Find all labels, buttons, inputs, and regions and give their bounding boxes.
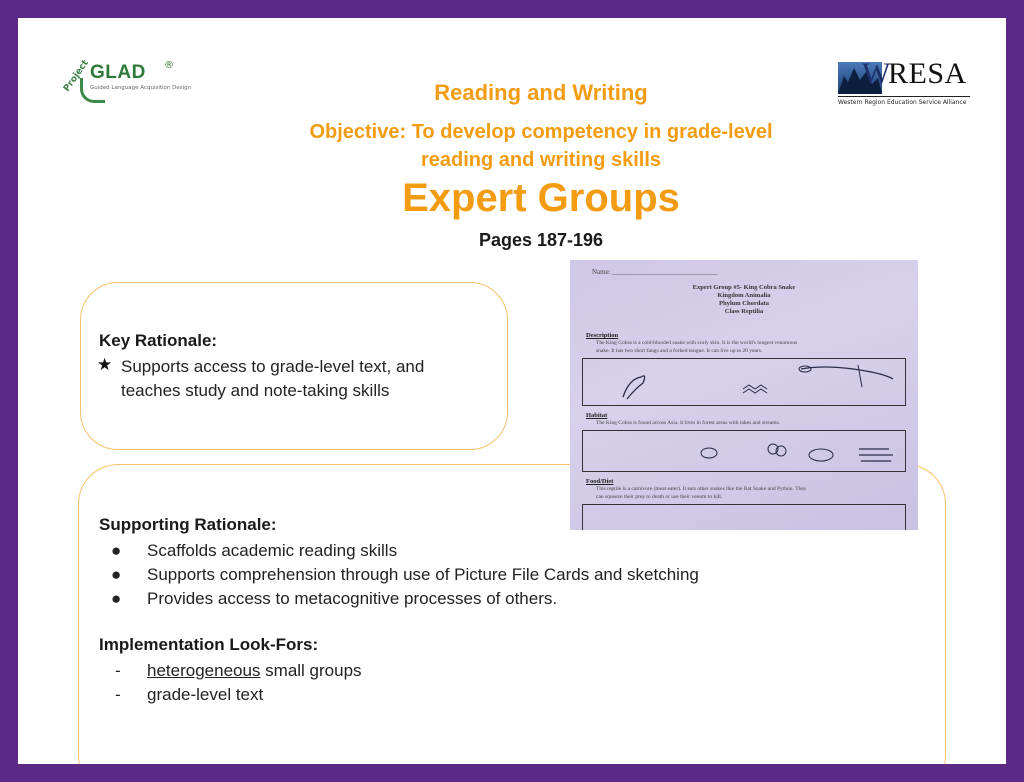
star-icon: ★ bbox=[97, 355, 113, 375]
bullet-icon: ● bbox=[111, 565, 122, 584]
worksheet-title-line: Class Reptilia bbox=[724, 308, 764, 315]
sketch-box bbox=[582, 430, 906, 472]
key-rationale-heading: Key Rationale: bbox=[99, 331, 218, 350]
underlined-word: heterogeneous bbox=[147, 661, 261, 680]
wresa-name: RESA bbox=[888, 57, 967, 90]
list-item bbox=[115, 659, 362, 683]
worksheet-description-line: snake. It has two short fangs and a forked tongue. It can live up to 20 years. bbox=[596, 348, 763, 354]
list-item bbox=[111, 539, 699, 563]
key-rationale-line-1: Supports access to grade-level text, and bbox=[121, 357, 425, 376]
wresa-w: W bbox=[862, 57, 891, 90]
worksheet-title-line: Kingdom Animalia bbox=[717, 292, 771, 299]
sketch-box bbox=[582, 358, 906, 406]
key-rationale-line-2: teaches study and note-taking skills bbox=[121, 381, 390, 400]
bullet-icon: ● bbox=[111, 589, 122, 608]
worksheet-description-label: Description bbox=[586, 332, 619, 339]
implementation-list bbox=[115, 659, 362, 707]
objective-line-2: reading and writing skills bbox=[420, 149, 662, 171]
sketch-box bbox=[582, 504, 906, 530]
bullet-icon: ● bbox=[111, 541, 122, 560]
list-item-text: Supports comprehension through use of Picture File Cards and sketching bbox=[147, 565, 699, 584]
list-item-text: Scaffolds academic reading skills bbox=[147, 541, 398, 560]
worksheet-food-label: Food/Diet bbox=[586, 478, 614, 485]
list-item bbox=[115, 683, 362, 707]
key-rationale-box bbox=[80, 282, 508, 450]
list-item-text: Provides access to metacognitive processes of others. bbox=[147, 589, 558, 608]
habitat-sketch-icon bbox=[583, 431, 905, 471]
wresa-subtitle: Western Region Education Service Alliance bbox=[838, 99, 967, 106]
glad-subtitle: Guided Language Acquisition Design bbox=[90, 85, 192, 91]
list-item bbox=[111, 563, 699, 587]
worksheet-food-line: can squeeze their prey to death or use their venom to kill. bbox=[596, 494, 723, 500]
snake-sketch-icon bbox=[583, 359, 905, 405]
worksheet-name-field: Name: ______________________________ bbox=[592, 268, 718, 276]
glad-project-text: Project bbox=[62, 58, 91, 94]
supporting-rationale-heading: Supporting Rationale: bbox=[99, 515, 277, 534]
list-item bbox=[111, 587, 699, 611]
pages-reference: Pages 187-196 bbox=[478, 230, 604, 250]
dash-marker: - bbox=[115, 661, 121, 680]
worksheet-title-line: Phylum Chordata bbox=[718, 300, 770, 307]
supporting-rationale-list bbox=[111, 539, 699, 611]
worksheet-habitat-label: Habitat bbox=[586, 412, 608, 419]
worksheet-habitat-line: The King Cobra is found across Asia. It lives in forest areas with lakes and streams. bbox=[596, 420, 781, 426]
dash-marker: - bbox=[115, 685, 121, 704]
implementation-heading: Implementation Look-Fors: bbox=[99, 635, 319, 654]
glad-registered-mark: ® bbox=[164, 60, 174, 71]
glad-name: GLAD bbox=[90, 62, 146, 83]
page-title: Expert Groups bbox=[402, 176, 680, 220]
list-item-text: grade-level text bbox=[147, 685, 264, 704]
worksheet-description-line: The King Cobra is a cold-blooded snake with scaly skin. It is the world's longest venomous bbox=[596, 340, 798, 346]
objective-line-1: Objective: To develop competency in grade-level bbox=[309, 121, 773, 143]
worksheet-food-line: This reptile is a carnivore (meat eater). It eats other snakes like the Rat Snake and Python. They bbox=[596, 486, 807, 492]
key-rationale-text bbox=[121, 355, 481, 403]
worksheet-photo bbox=[570, 260, 918, 530]
worksheet-title-line: Expert Group #5- King Cobra Snake bbox=[692, 284, 796, 291]
slide bbox=[18, 18, 1006, 764]
list-item-text: small groups bbox=[260, 661, 362, 680]
subject-heading: Reading and Writing bbox=[434, 80, 648, 105]
objective-text bbox=[18, 118, 1006, 174]
